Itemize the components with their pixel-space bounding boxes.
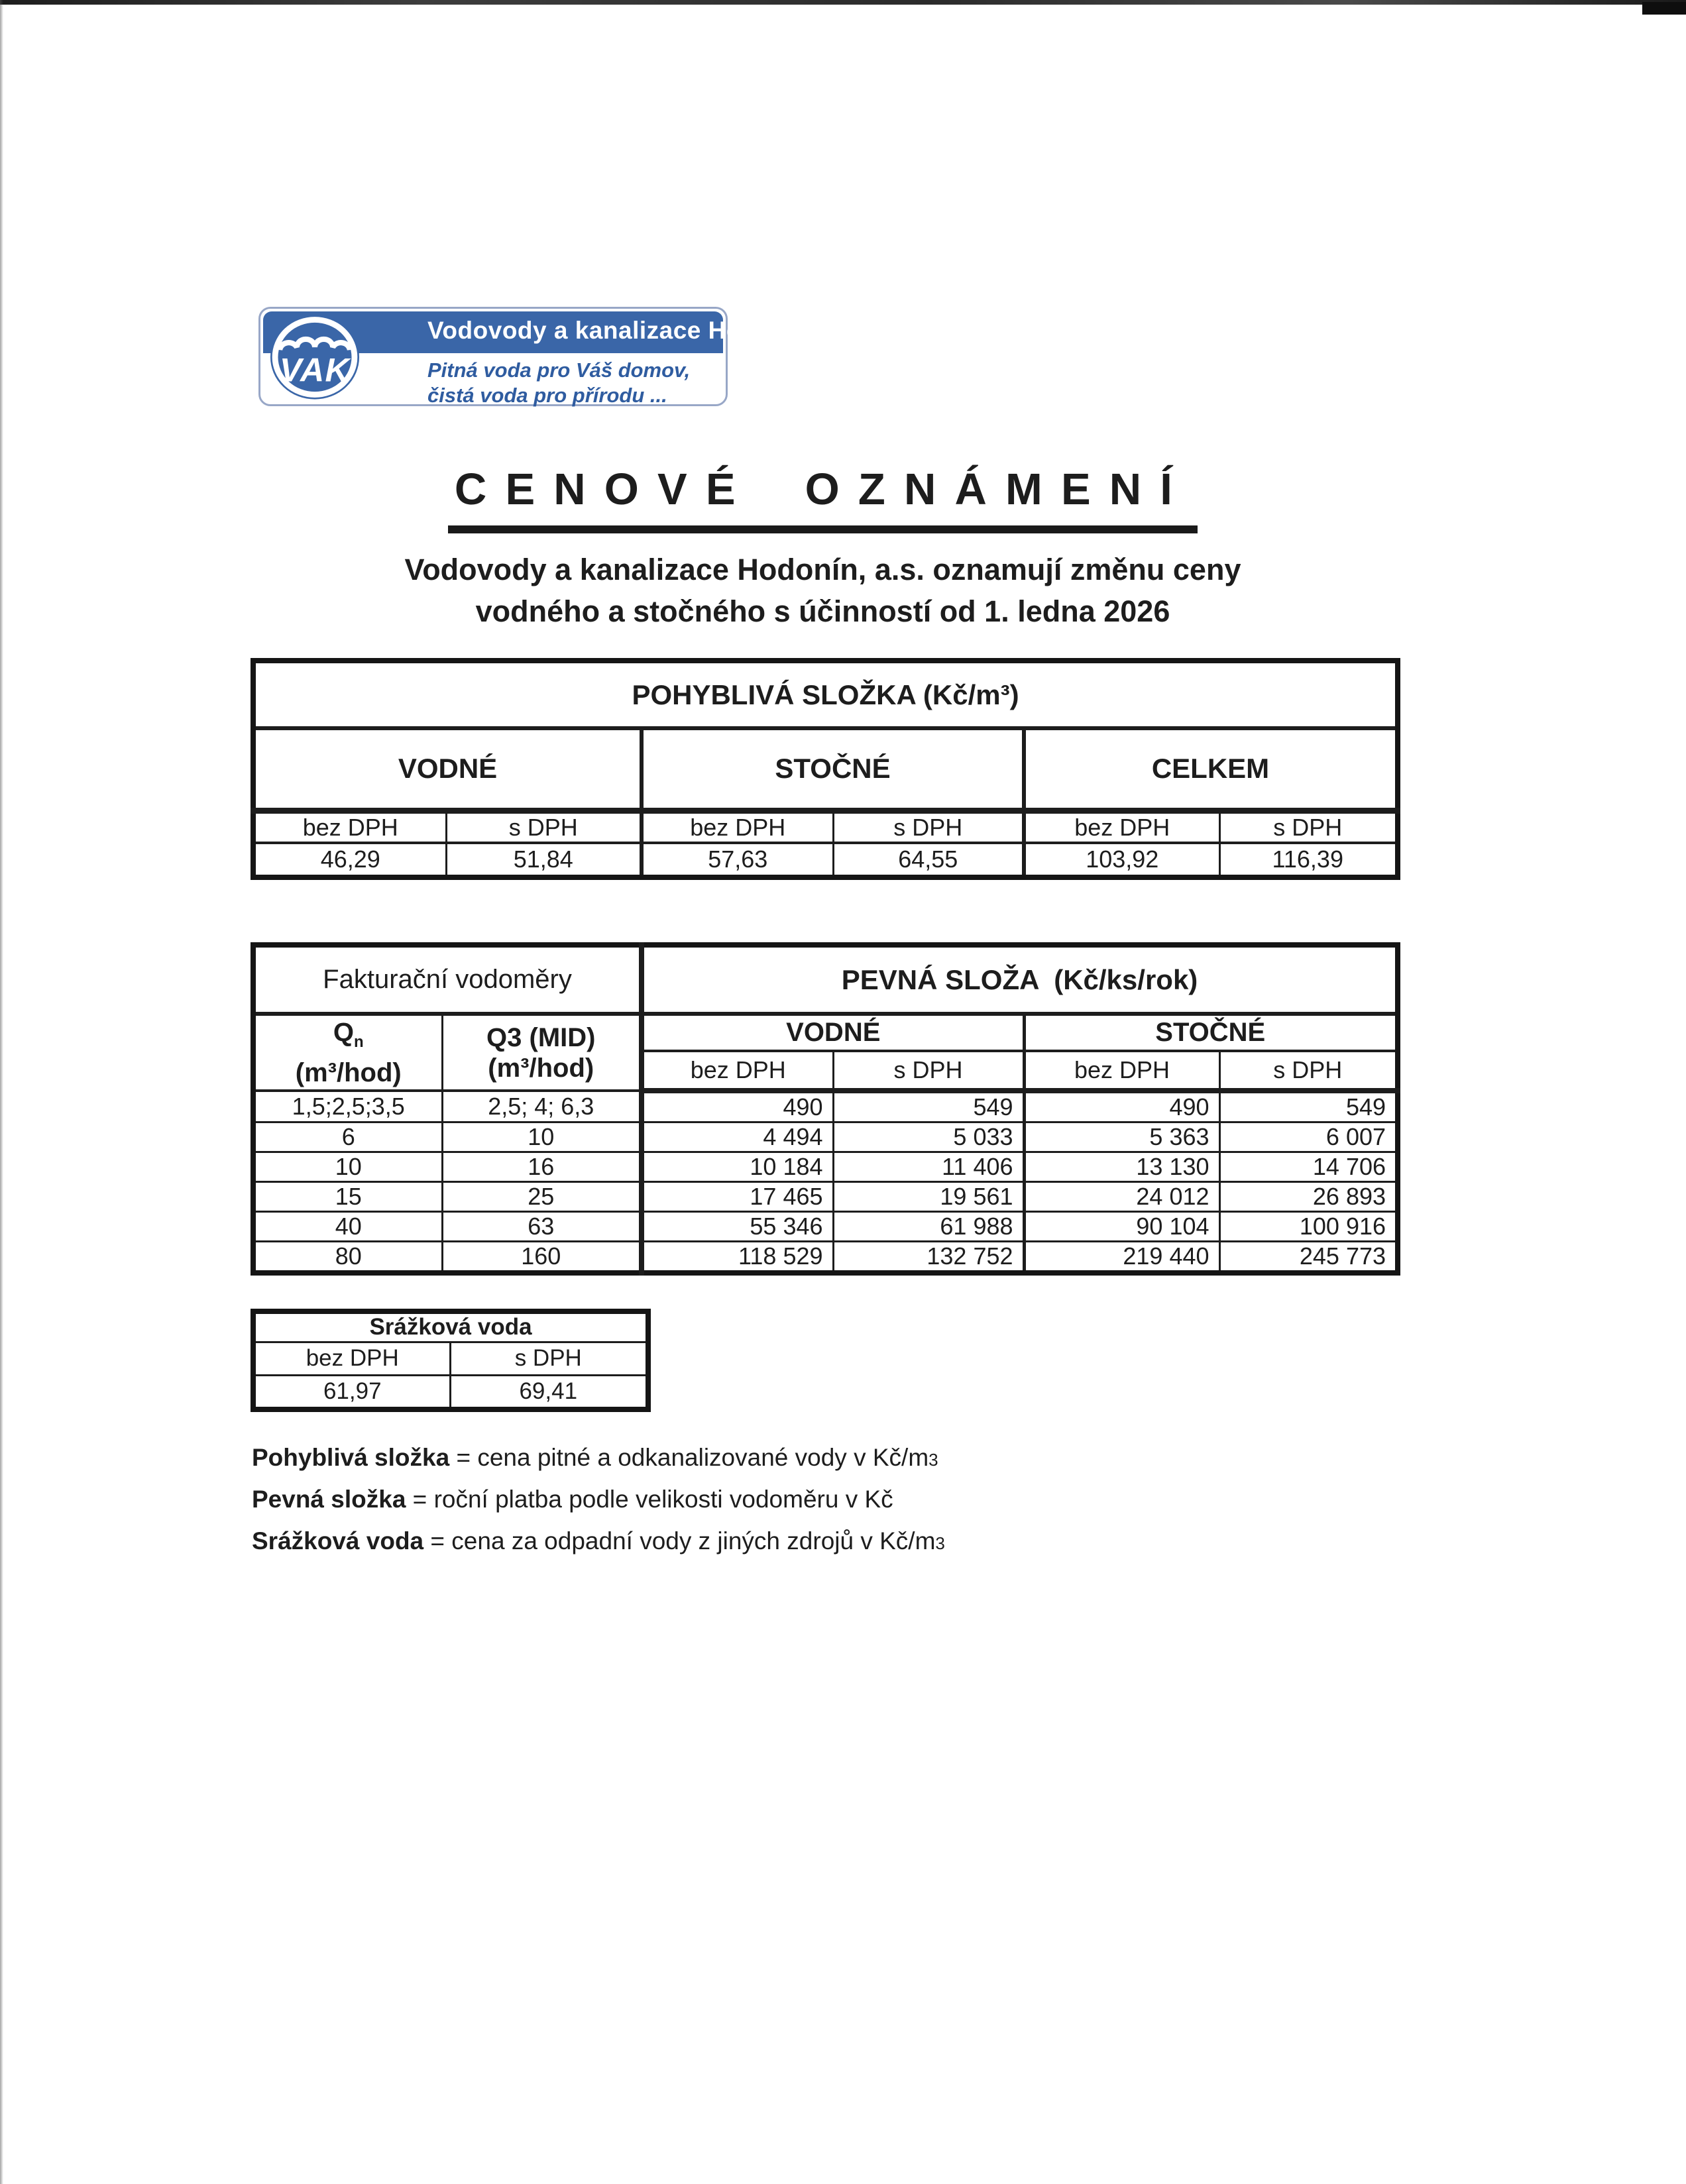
price-cell: 13 130 [1024,1152,1219,1182]
price-cell: 6 007 [1219,1122,1398,1152]
q3-value: 2,5; 4; 6,3 [442,1091,642,1122]
scan-artifact-left-edge [0,0,3,2184]
qn-value: 1,5;2,5;3,5 [253,1091,442,1122]
price-cell: 219 440 [1024,1242,1219,1274]
scan-artifact-top-line [0,0,1686,5]
sub-header: bez DPH [253,1342,450,1375]
scan-artifact-corner-mark [1642,2,1686,15]
price-value: 51,84 [446,843,642,877]
q3-value: 25 [442,1182,642,1212]
price-cell: 10 184 [642,1152,833,1182]
footnote-srazkova: Srážková voda = cena za odpadní vody z jiných zdrojů v $Kč/m^3$ [252,1527,945,1555]
qn-value: 80 [253,1242,442,1274]
q3-value: 16 [442,1152,642,1182]
price-cell: 549 [1219,1091,1398,1122]
price-cell: 17 465 [642,1182,833,1212]
price-cell: 55 346 [642,1212,833,1242]
price-value: 46,29 [253,843,446,877]
sub-header: s DPH [1219,810,1398,843]
subtitle-line2: vodného a stočného s účinností od 1. ledna 2026 [475,594,1170,628]
qn-value: 6 [253,1122,442,1152]
price-cell: 19 561 [833,1182,1024,1212]
sub-header: bez DPH [642,810,833,843]
sub-header: s DPH [833,1051,1024,1091]
variable-component-table [251,658,1400,880]
vak-emblem-text: VAK [279,351,351,389]
group-header-stocne: STOČNÉ [1024,1014,1398,1051]
price-cell: 5 033 [833,1122,1024,1152]
vak-emblem-icon [270,314,360,400]
footnote-pevna: Pevná složka = roční platba podle velikosti vodoměru v Kč [252,1486,893,1513]
sub-header: bez DPH [253,810,446,843]
sub-header: s DPH [446,810,642,843]
fixed-table-title: PEVNÁ SLOŽA (Kč/ks/rok) [642,945,1398,1014]
sub-header: s DPH [1219,1051,1398,1091]
group-header-stocne: STOČNÉ [642,728,1024,810]
qn-value: 15 [253,1182,442,1212]
price-cell: 132 752 [833,1242,1024,1274]
q3-value: 160 [442,1242,642,1274]
document-subtitle [251,549,1395,632]
sub-header: bez DPH [1024,1051,1219,1091]
qn-value: 40 [253,1212,442,1242]
price-cell: 245 773 [1219,1242,1398,1274]
price-value: 103,92 [1024,843,1219,877]
sub-header: bez DPH [642,1051,833,1091]
rainwater-table [251,1309,651,1412]
company-logo [258,307,867,407]
q3-value: 63 [442,1212,642,1242]
price-value: 64,55 [833,843,1024,877]
price-cell: 26 893 [1219,1182,1398,1212]
price-cell: 118 529 [642,1242,833,1274]
price-cell: 24 012 [1024,1182,1219,1212]
price-cell: 490 [642,1091,833,1122]
document-title: CENOVÉ OZNÁMENÍ [448,464,1198,533]
group-header-celkem: CELKEM [1024,728,1398,810]
price-cell: 90 104 [1024,1212,1219,1242]
variable-table-title: POHYBLIVÁ SLOŽKA (Kč/m³) [253,661,1398,728]
subtitle-line1: Vodovody a kanalizace Hodonín, a.s. oznamují změnu ceny [404,553,1241,586]
qn-column-header: $Q_n$ (m³/hod) [253,1014,442,1091]
price-cell: 11 406 [833,1152,1024,1182]
logo-tagline [427,358,690,408]
logo-tagline-line2: čistá voda pro přírodu ... [427,384,667,407]
price-cell: 5 363 [1024,1122,1219,1152]
price-value: 61,97 [253,1375,450,1409]
logo-tagline-line1: Pitná voda pro Váš domov, [427,358,691,382]
sub-header: s DPH [450,1342,648,1375]
qn-value: 10 [253,1152,442,1182]
price-cell: 100 916 [1219,1212,1398,1242]
price-cell: 549 [833,1091,1024,1122]
price-value: 57,63 [642,843,833,877]
price-value: 69,41 [450,1375,648,1409]
price-cell: 490 [1024,1091,1219,1122]
price-cell: 14 706 [1219,1152,1398,1182]
sub-header: s DPH [833,810,1024,843]
sub-header: bez DPH [1024,810,1219,843]
meters-header: Fakturační vodoměry [253,945,642,1014]
logo-company-name: Vodovody a kanalizace Hodonín, a.s. [427,317,867,344]
price-cell: 61 988 [833,1212,1024,1242]
price-cell: 4 494 [642,1122,833,1152]
price-value: 116,39 [1219,843,1398,877]
rainwater-table-title: Srážková voda [253,1311,648,1342]
fixed-component-table [251,942,1400,1276]
q3-column-header: Q3 (MID) (m³/hod) [442,1014,642,1091]
q3-value: 10 [442,1122,642,1152]
group-header-vodne: VODNÉ [642,1014,1024,1051]
footnotes [252,1437,945,1562]
footnote-pohybliva: Pohyblivá složka = cena pitné a odkanalizované vody v $Kč/m^3$ [252,1444,938,1471]
group-header-vodne: VODNÉ [253,728,642,810]
